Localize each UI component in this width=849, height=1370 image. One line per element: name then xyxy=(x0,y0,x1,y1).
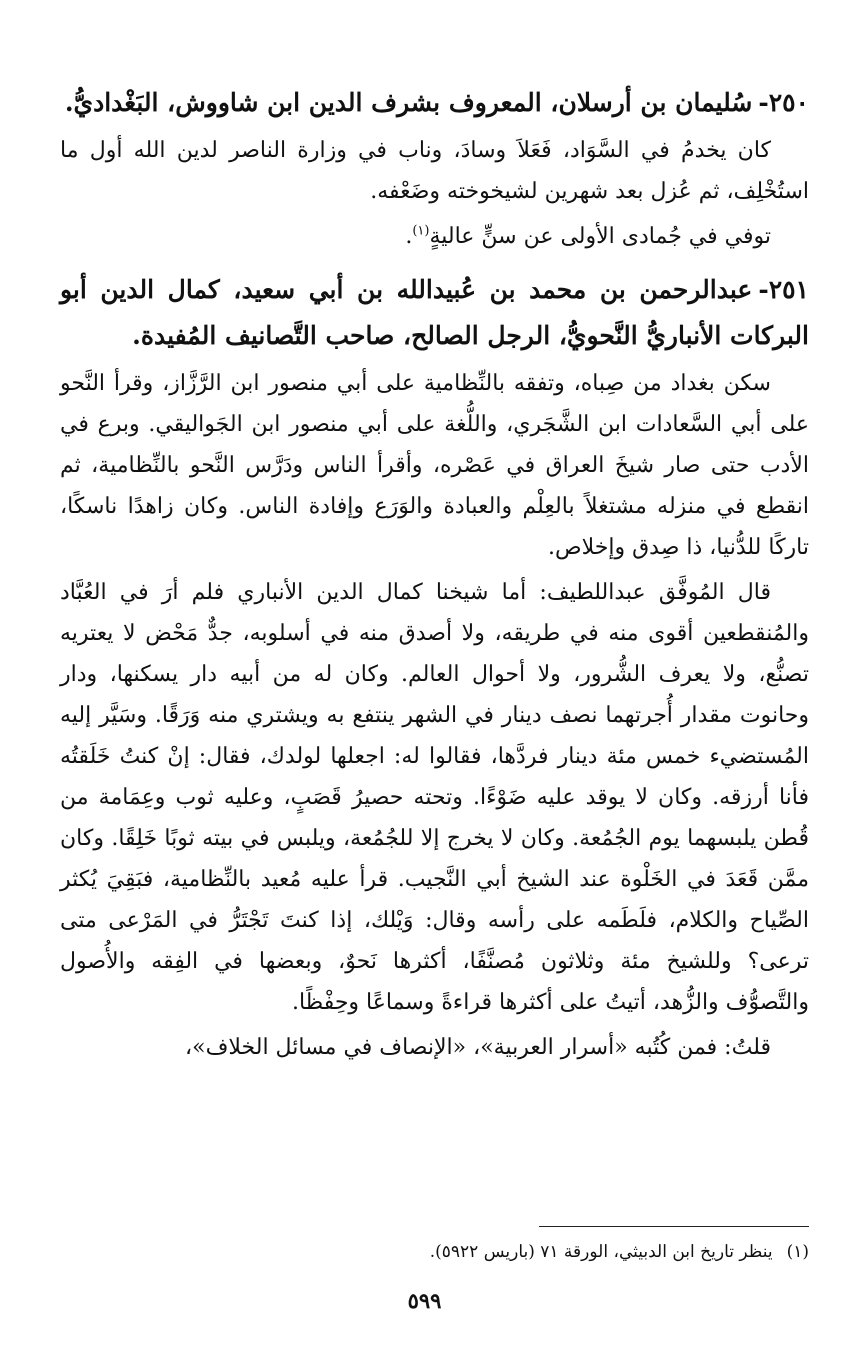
footnote-text: ينظر تاريخ ابن الدبيثي، الورقة ٧١ (باريس ٥٩٢٢). xyxy=(429,1242,773,1262)
paragraph-text: توفي في جُمادى الأولى عن سنٍّ عاليةٍ xyxy=(429,224,771,249)
entry-number: ٢٥١- xyxy=(758,275,809,304)
entry-title: عبدالرحمن بن محمد بن عُبيدالله بن أبي سعيد، كمال الدين أبو البركات الأنباريُّ النَّحويُّ، الرجل الصالح، صاحب التَّصانيف المُفيدة. xyxy=(60,275,809,350)
paragraph: كان يخدمُ في السَّوَاد، فَعَلاَ وسادَ، وناب في وزارة الناصر لدين الله أول ما استُخْلِف، ثم عُزل بعد شهرين لشيخوخته وضَعْفه. xyxy=(60,138,809,204)
entry-250 xyxy=(60,80,809,257)
paragraph: قلتُ: فمن كُتُبه «أسرار العربية»، «الإنصاف في مسائل الخلاف»، xyxy=(185,1035,771,1060)
paragraph xyxy=(60,216,809,257)
entry-title: سُليمان بن أرسلان، المعروف بشرف الدين ابن شاووش، البَغْداديُّ. xyxy=(64,88,753,117)
page-body xyxy=(60,80,809,1072)
entry-251 xyxy=(60,267,809,1068)
footnote xyxy=(60,1238,809,1266)
paragraph: سكن بغداد من صِباه، وتفقه بالنِّظامية على أبي منصور ابن الرَّزَّاز، وقرأ النَّحو على أبي السَّعادات ابن الشَّجَري، واللُّغة على أبي منصور ابن الجَواليقي. وبرع في الأدب حتى صار شيخَ العراق في عَصْره، وأقرأ الناس ودَرَّس النَّحو بالنِّظامية، ثم انقطع في منزله مشتغلاً بالعِلْم والعبادة والوَرَع وإفادة الناس. وكان زاهدًا ناسكًا، تاركًا للدُّنيا، ذا صِدق وإخلاص. xyxy=(60,371,809,560)
footnote-reference[interactable]: (١) xyxy=(412,223,430,239)
paragraph: قال المُوفَّق عبداللطيف: أما شيخنا كمال الدين الأنباري فلم أرَ في العُبَّاد والمُنقطعين أقوى منه في طريقه، ولا أصدق منه في أسلوبه، جدٌّ مَحْض لا يعتريه تصنُّع، ولا يعرف الشُّرور، ولا أحوال العالم. وكان له من أبيه دار يسكنها، ودار وحانوت مقدار أُجرتهما نصف دينار في الشهر ينتفع به ويشتري منه وَرَقًا. وسَيَّر إليه المُستضيء خمس مئة دينار فردَّها، فقالوا له: اجعلها لولدك، فقال: إنْ كنتُ خَلَقتُه فأنا أرزقه. وكان لا يوقد عليه ضَوْءًا. وتحته حصيرُ قَصَبٍ، وعليه ثوب وعِمَامة من قُطن يلبسهما يوم الجُمُعة. وكان لا يخرج إلا للجُمُعة، ويلبس في بيته ثوبًا خَلِقًا. وكان ممَّن قَعَدَ في الخَلْوة عند الشيخ أبي النَّجيب. قرأ عليه مُعيد بالنِّظامية، فبَقِيَ يُكثر الصِّياح والكلام، فلَطَمه على رأسه وقال: وَيْلك، إذا كنتَ تَجْتَرُّ في المَرْعى متى ترعى؟ وللشيخ مئة وثلاثون مُصنَّفًا، أكثرها نَحوٌ، وبعضها في الفِقه والأُصول والتَّصوُّف والزُّهد، أتيتُ على أكثرها قراءةً وسماعًا وحِفْظًا. xyxy=(60,580,809,1015)
footnote-divider xyxy=(539,1226,809,1227)
paragraph-tail: . xyxy=(405,224,413,249)
entry-heading xyxy=(60,267,809,359)
entry-heading xyxy=(60,80,809,126)
entry-number: ٢٥٠- xyxy=(758,88,809,117)
page-number: ٥٩٩ xyxy=(407,1288,442,1313)
footnote-marker: (١) xyxy=(786,1242,809,1262)
